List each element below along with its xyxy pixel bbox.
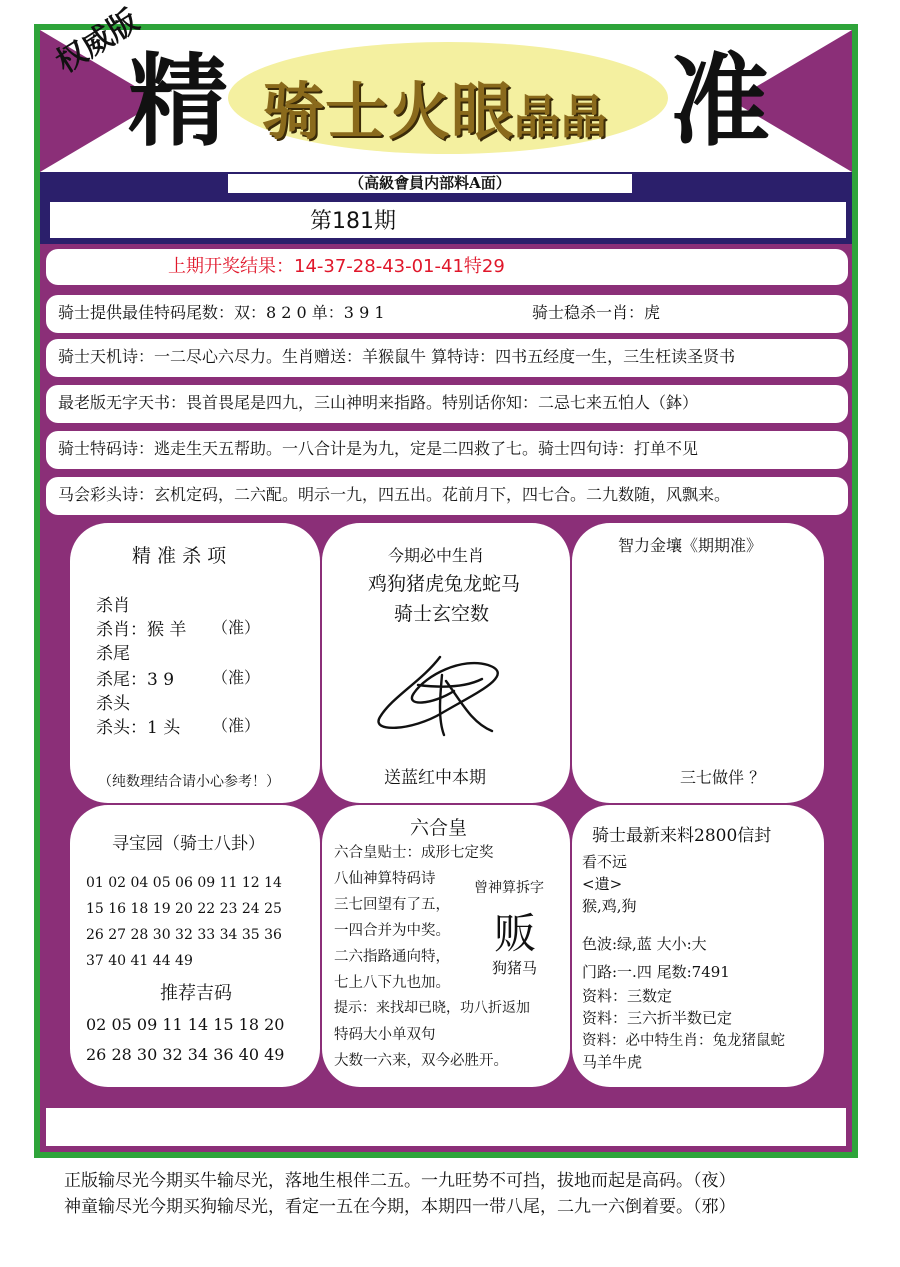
side-sub: 狗猪马 [492,959,538,977]
kill-zodiac-text: 骑士稳杀一肖：虎 [532,303,661,322]
number-line: 37 40 41 44 49 [86,953,193,969]
title-left-char: 精 [128,43,228,160]
poem-row-3: 骑士特码诗：逃走生天五帮助。一八合计是为九，定是二四救了七。骑士四句诗：打单不见 [46,431,848,469]
issue-box [50,202,846,238]
footer-line-1: 正版输尽光今期买牛输尽光，落地生根伴二五。一九旺势不可挡，拔地而起是高码。（夜） [64,1171,736,1191]
page-title [262,62,608,151]
kill-zodiac-value: 杀肖：猴 羊 [96,620,187,640]
info-line: 资料：三六折半数已定 [582,1009,733,1027]
box-title: 精 准 杀 项 [132,545,227,567]
tail-number-text: 骑士提供最佳特码尾数：双：8 2 0 单：3 9 1 [58,303,385,322]
kill-zodiac-label: 杀肖 [96,596,130,616]
poem-line: 八仙神算特码诗 [334,871,436,887]
subtitle: （高級會員内部料A面） [228,174,632,193]
accurate-mark: （准） [212,668,261,687]
poem-line: 特码大小单双句 [334,1027,436,1043]
box-bottom-text: 三七做伴 ？ [680,768,766,787]
poem-line: 二六指路通向特， [334,949,450,965]
info-line: 资料：必中特生肖：兔龙猪鼠蛇 [582,1033,785,1049]
poem-line: 大数一六来，双今必胜开。 [334,1053,508,1069]
zodiac-list: 鸡狗猪虎兔龙蛇马 [368,573,521,595]
number-line: 01 02 04 05 06 09 11 12 14 [86,875,282,891]
box-title: 寻宝园（骑士八卦） [112,834,265,854]
title-small: 晶晶 [514,90,609,144]
poem-line: 六合皇贴士：成形七定奖 [334,845,494,861]
caution-note: （纯数理结合请小心参考！） [98,774,280,790]
info-line: 门路:一.四 尾数:7491 [582,963,730,981]
box-bottom-text: 送蓝红中本期 [384,768,486,788]
number-line: 15 16 18 19 20 22 23 24 25 [86,901,282,917]
side-char: 贩 [494,909,537,958]
accurate-mark: （准） [212,716,261,735]
title-main: 骑士火眼 [262,75,515,148]
box-title: 智力金壤《期期准》 [618,536,763,555]
box-title: 六合皇 [410,817,468,839]
footer-line-2: 神童输尽光今期买狗输尽光，看定一五在今期，本期四一带八尾，二九一六倒着要。（邪） [64,1197,736,1217]
accurate-mark: （准） [212,618,261,637]
last-result-row: 上期开奖结果：14-37-28-43-01-41特29 [46,249,848,285]
poem-row-2: 最老版无字天书：畏首畏尾是四九，三山神明来指路。特别话你知：二忌七来五怕人（鉢） [46,385,848,423]
tail-number-row [46,295,848,333]
edition-tag: 权威版 [50,3,146,81]
info-line: 看不远 [582,853,628,871]
kill-tail-label: 杀尾 [96,644,130,664]
recommend-line: 02 05 09 11 14 15 18 20 [86,1015,285,1034]
recommend-line: 26 28 30 32 34 36 40 49 [86,1045,285,1064]
info-line: 马羊牛虎 [582,1053,643,1071]
box-title: 骑士最新来料2800信封 [592,826,772,846]
poem-line: 七上八下九也加。 [334,975,450,991]
info-line: 猴,鸡,狗 [582,897,637,915]
kill-items-box [70,523,320,803]
kill-head-value: 杀头：1 头 [96,718,181,738]
poem-line: 一四合并为中奖。 [334,923,450,939]
must-win-zodiac-box [322,523,570,803]
info-line: 色波:绿,蓝 大小:大 [582,935,707,953]
info-line: 资料：三数定 [582,987,673,1005]
number-line: 26 27 28 30 32 33 34 35 36 [86,927,282,943]
treasure-box [70,805,320,1087]
envelope-box [572,805,824,1087]
poem-row-4: 马会彩头诗：玄机定码，二六配。明示一九，四五出。花前月下，四七合。二九数随，风飘来。 [46,477,848,515]
info-line: <遺> [582,875,623,893]
box-subtitle: 骑士玄空数 [394,603,490,625]
issue-number: 第181期 [310,209,396,234]
kill-tail-value: 杀尾：3 9 [96,670,175,690]
poem-row-1: 骑士天机诗：一二尽心六尽力。生肖赠送：羊猴鼠牛 算特诗：四书五经度一生，三生枉读圣贤书 [46,339,848,377]
bottom-box [46,1108,846,1146]
title-right-char: 准 [670,43,770,160]
kill-head-label: 杀头 [96,694,130,714]
poem-line: 三七回望有了五， [334,897,450,913]
intelligence-box [572,523,824,803]
signature-scribble [322,635,570,765]
recommend-title: 推荐吉码 [160,983,232,1004]
liuhehuang-box [322,805,570,1087]
side-title: 曾神算拆字 [474,880,544,896]
box-title: 今期必中生肖 [388,546,485,565]
poem-line: 提示：来找却已晓，功八折返加 [334,1000,530,1016]
